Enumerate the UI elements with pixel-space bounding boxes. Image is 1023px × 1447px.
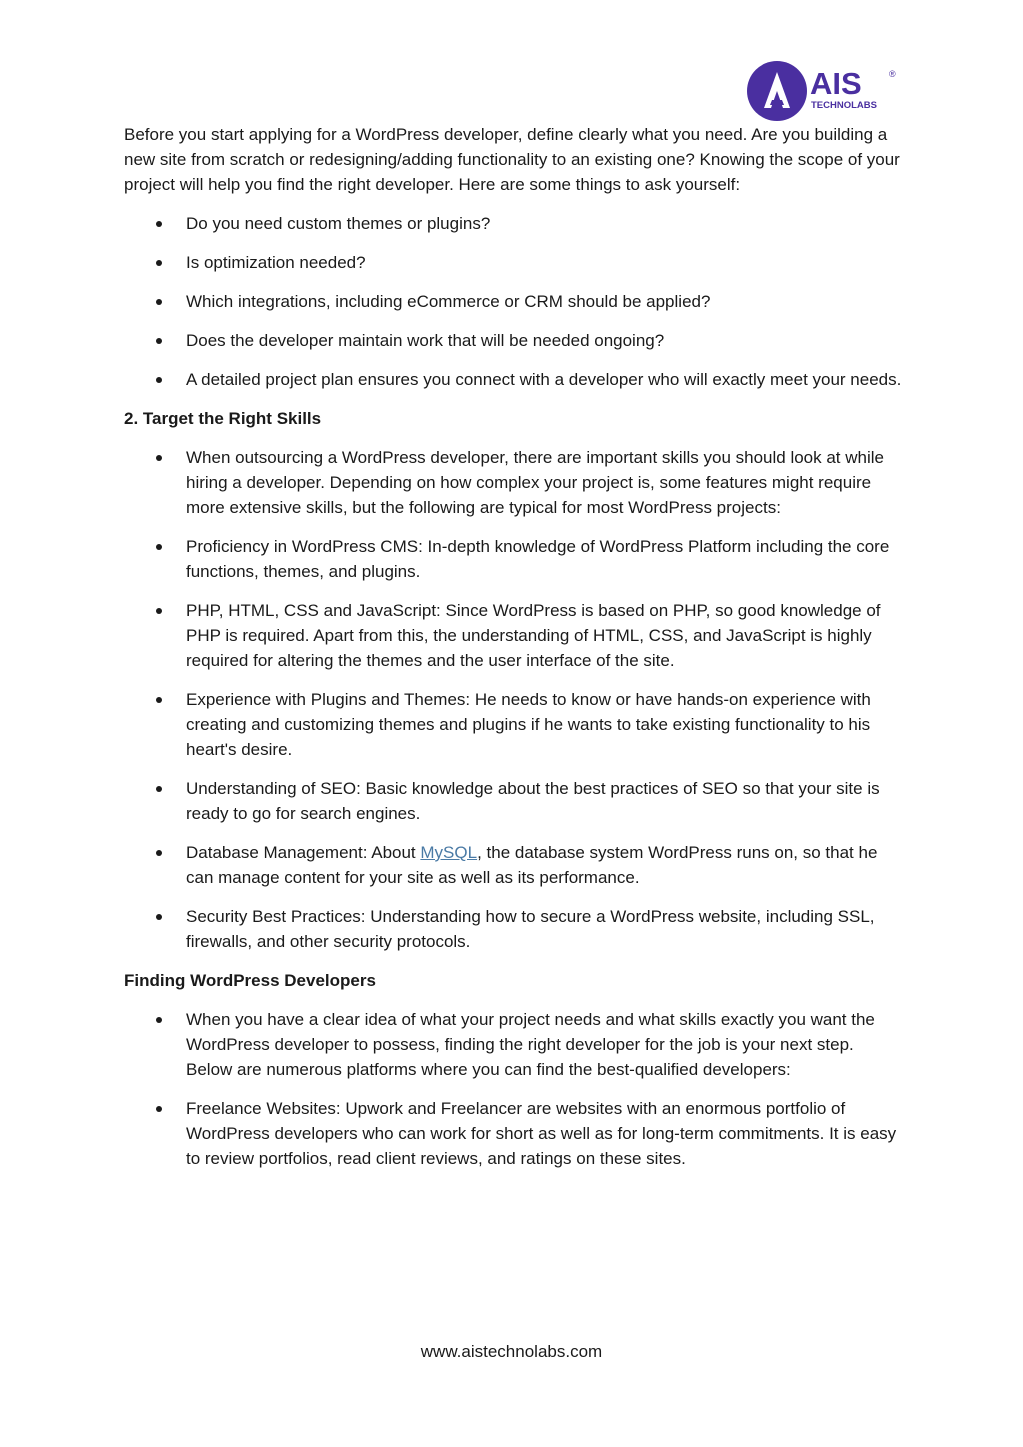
questions-list [124, 211, 902, 392]
list-item: Which integrations, including eCommerce or CRM should be applied? [124, 289, 902, 314]
list-item: Experience with Plugins and Themes: He needs to know or have hands-on experience with creating and customizing themes and plugins if he wants to take existing functionality to his heart's desire. [124, 687, 902, 762]
list-item: Is optimization needed? [124, 250, 902, 275]
list-item: Freelance Websites: Upwork and Freelancer are websites with an enormous portfolio of WordPress developers who can work for short as well as for long-term commitments. It is easy to review portfolios, read client reviews, and ratings on these sites. [124, 1096, 902, 1171]
logo-registered-mark: ® [889, 69, 896, 79]
list-item: Does the developer maintain work that will be needed ongoing? [124, 328, 902, 353]
logo-letters: AIS [810, 66, 862, 101]
company-logo [746, 58, 906, 124]
list-item: Proficiency in WordPress CMS: In-depth knowledge of WordPress Platform including the core functions, themes, and plugins. [124, 534, 902, 584]
document-body [124, 122, 902, 1185]
ais-logo-icon [746, 58, 906, 124]
footer-url: www.aistechnolabs.com [420, 1342, 603, 1361]
list-item: When outsourcing a WordPress developer, there are important skills you should look at while hiring a developer. Depending on how complex your project is, some features might require more extensive skills, but the following are typical for most WordPress projects: [124, 445, 902, 520]
section-heading-finding: Finding WordPress Developers [124, 971, 376, 990]
list-item: PHP, HTML, CSS and JavaScript: Since WordPress is based on PHP, so good knowledge of PHP is required. Apart from this, the understanding of HTML, CSS, and JavaScript is highly required for altering the themes and the user interface of the site. [124, 598, 902, 673]
logo-subtitle: TECHNOLABS [811, 100, 877, 111]
section-heading-skills: 2. Target the Right Skills [124, 409, 322, 428]
list-item: A detailed project plan ensures you connect with a developer who will exactly meet your needs. [124, 367, 902, 392]
list-item: Do you need custom themes or plugins? [124, 211, 902, 236]
skills-list [124, 445, 902, 954]
list-item-database [124, 840, 902, 890]
list-item: When you have a clear idea of what your project needs and what skills exactly you want the WordPress developer to possess, finding the right developer for the job is your next step. Below are numerous platforms where you can find the best-qualified developers: [124, 1007, 902, 1082]
db-text-after: , the database system WordPress runs on, so that he can manage content for your site as well as its performance. [186, 843, 878, 887]
list-item: Security Best Practices: Understanding how to secure a WordPress website, including SSL, firewalls, and other security protocols. [124, 904, 902, 954]
db-text-before: Database Management: About [186, 843, 421, 862]
list-item: Understanding of SEO: Basic knowledge about the best practices of SEO so that your site is ready to go for search engines. [124, 776, 902, 826]
intro-paragraph: Before you start applying for a WordPress developer, define clearly what you need. Are you building a new site from scratch or redesigning/adding functionality to an existing one? Knowing the scope of your project will help you find the right developer. Here are some things to ask yourself: [124, 125, 900, 194]
finding-list [124, 1007, 902, 1171]
mysql-link[interactable]: MySQL [420, 843, 478, 862]
